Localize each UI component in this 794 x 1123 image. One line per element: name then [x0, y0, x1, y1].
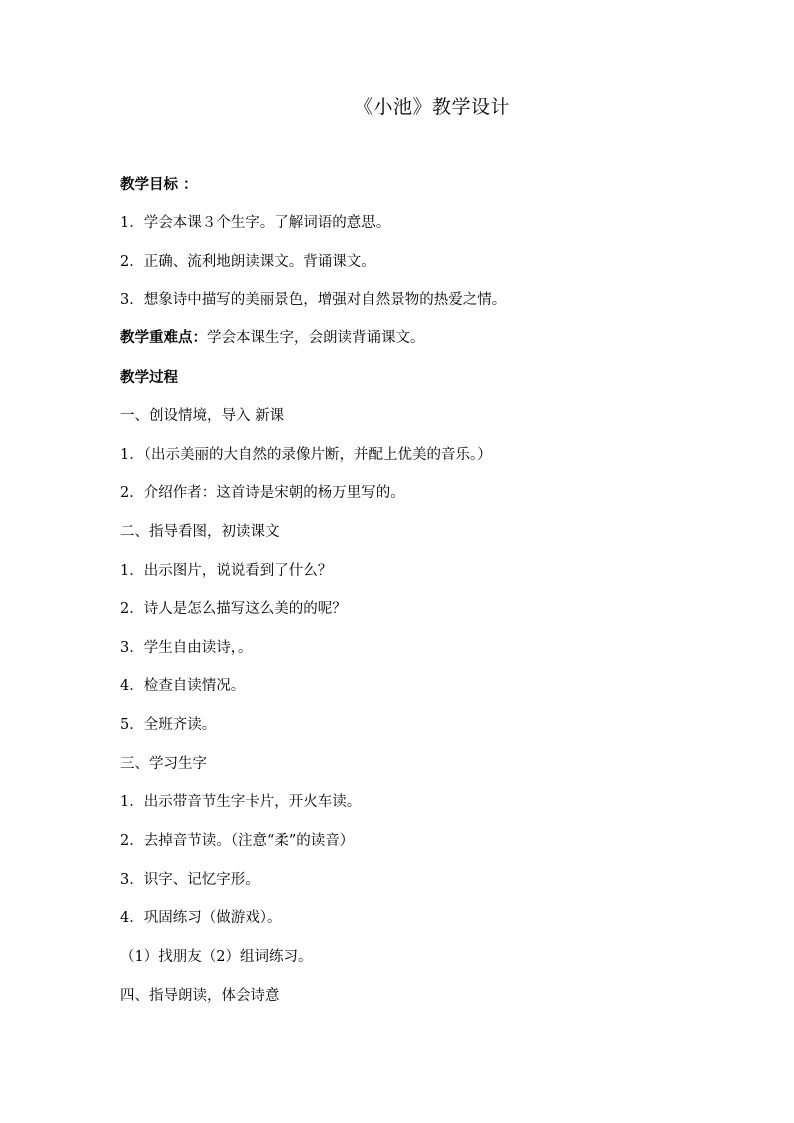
goals-heading: 教学目标 ：	[120, 176, 198, 193]
section-2-item-5: 5．全班齐读。	[120, 717, 217, 733]
section-1-item-2: 2．介绍作者：这首诗是宋朝的杨万里写的。	[120, 485, 405, 501]
section-2-item-4: 4．检查自读情况。	[120, 678, 246, 694]
section-3-item-3: 3．识字、记忆字形。	[120, 872, 260, 888]
goal-item-2: 2．正确、流利地朗读课文。背诵课文。	[120, 254, 376, 270]
key-points-label: 教学重难点：	[120, 329, 207, 346]
section-3-item-4: 4．巩固练习（做游戏）。	[120, 910, 282, 926]
key-points-text: 学会本课生字，会朗读背诵课文。	[207, 330, 425, 346]
section-3-item-1: 1．出示带音节生字卡片，开火车读。	[120, 794, 362, 810]
goal-item-1: 1．学会本课３个生字。了解词语的意思。	[120, 215, 391, 231]
process-heading: 教学过程	[120, 369, 178, 386]
section-2-item-3: 3．学生自由读诗，。	[120, 640, 253, 656]
section-3-item-2: 2．去掉音节读。（注意“柔”的读音）	[120, 833, 355, 849]
section-1-item-1: 1．（出示美丽的大自然的录像片断，并配上优美的音乐。）	[120, 447, 492, 463]
document-title: 《小池》教学设计	[353, 96, 510, 118]
section-2-item-1: 1．出示图片，说说看到了什么？	[120, 563, 333, 579]
goal-item-3: 3．想象诗中描写的美丽景色，增强对自然景物的热爱之情。	[120, 292, 507, 308]
section-2-title: 二、指导看图，初读课文	[120, 524, 280, 540]
section-3-item-5: （1）找朋友（2）组词练习。	[120, 949, 313, 965]
section-1-title: 一、创设情境，导入 新课	[120, 408, 285, 424]
key-points-line	[120, 328, 425, 348]
section-4-title: 四、指导朗读，体会诗意	[120, 988, 280, 1004]
section-3-title: 三、学习生字	[120, 756, 207, 772]
section-2-item-2: 2．诗人是怎么描写这么美的的呢？	[120, 601, 347, 617]
